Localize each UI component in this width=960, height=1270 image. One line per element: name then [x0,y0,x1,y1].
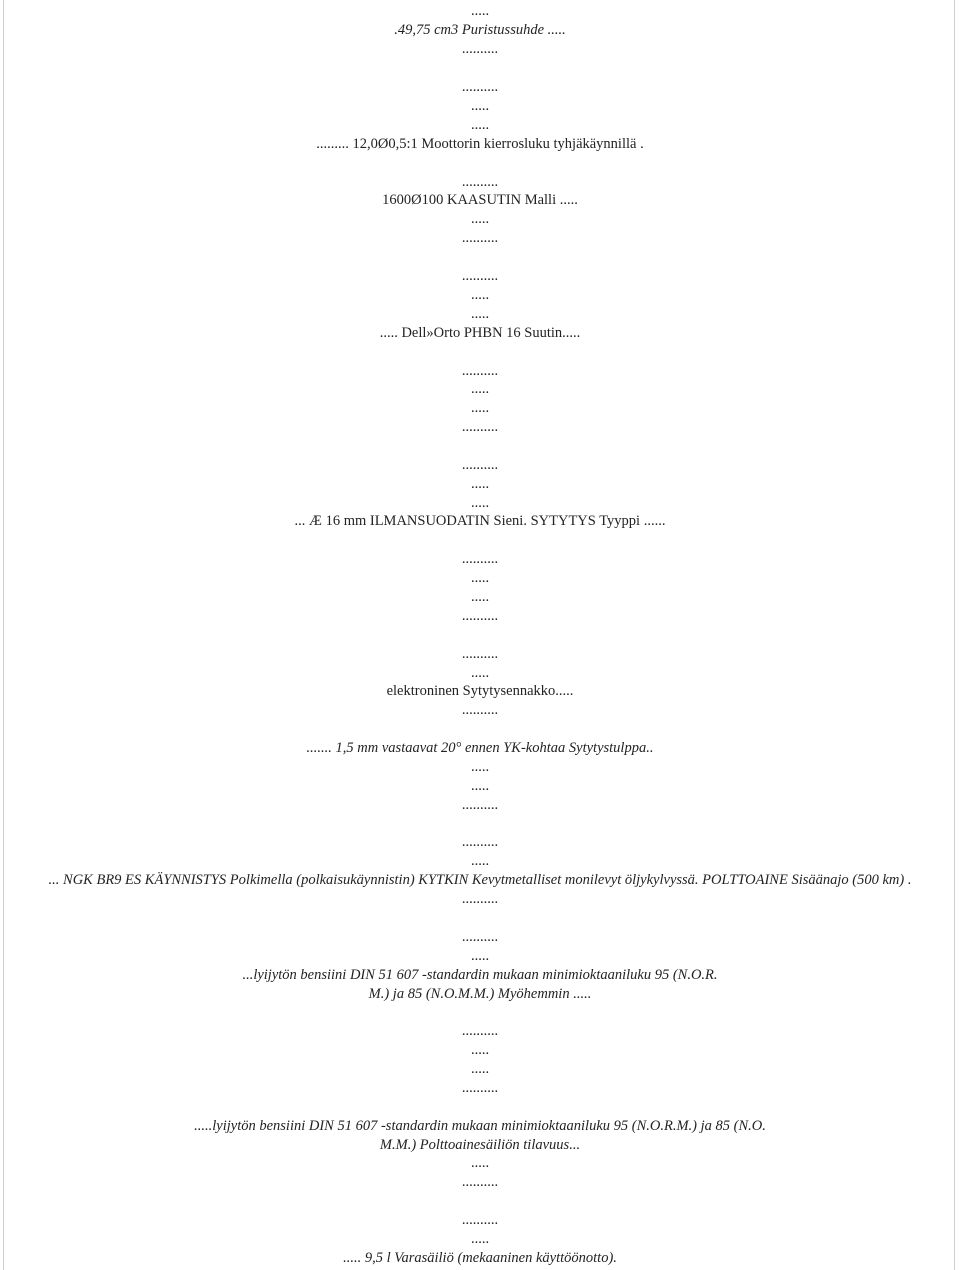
text-line: .......... [461,1023,499,1039]
text-line: ......... 12,0Ø0,5:1 Moottorin kierrosluku tyhjäkäynnillä . [316,136,644,152]
text-line: 1600Ø100 KAASUTIN Malli ..... [382,192,578,208]
text-line: .......... [461,929,499,945]
text-line: ..... [470,306,490,322]
text-line: ..... [470,3,490,19]
text-line: .......... [461,419,499,435]
text-line: .......... [461,702,499,718]
text-line: ..... 9,5 l Varasäiliö (mekaaninen käyttöönotto). [343,1250,617,1266]
text-line: ..... [470,495,490,511]
text-line: ... Æ 16 mm ILMANSUODATIN Sieni. SYTYTYS Tyyppi ...... [294,513,666,529]
text-line: ..... [470,1231,490,1247]
text-line: .......... [461,891,499,907]
text-line: .......... [461,646,499,662]
text-line: .......... [461,230,499,246]
text-line: ... NGK BR9 ES KÄYNNISTYS Polkimella (polkaisukäynnistin) KYTKIN Kevytmetalliset monilevyt öljykylvyssä. POLTTOAINE Sisäänajo (500 km) . [48,872,912,888]
text-line: ..... [470,1061,490,1077]
text-line: ..... [470,400,490,416]
text-line: ..... [470,381,490,397]
text-line: M.M.) Polttoainesäiliön tilavuus... [379,1137,581,1153]
text-line: ..... [470,211,490,227]
text-line: .......... [461,551,499,567]
text-line: ..... [470,476,490,492]
text-line: ..... [470,589,490,605]
text-line: ..... [470,117,490,133]
text-line: ..... [470,287,490,303]
text-line: ..... [470,853,490,869]
page-border-right [954,0,955,1270]
text-line: .....lyijytön bensiini DIN 51 607 -standardin mukaan minimioktaaniluku 95 (N.O.R.M.) ja 85 (N.O. [194,1118,766,1134]
text-line: .......... [461,174,499,190]
text-line: .......... [461,834,499,850]
text-line: .......... [461,363,499,379]
text-line: .......... [461,268,499,284]
text-line: ..... [470,1155,490,1171]
text-line: ..... [470,570,490,586]
text-line: .......... [461,1212,499,1228]
text-line: .......... [461,1080,499,1096]
text-line: ....... 1,5 mm vastaavat 20° ennen YK-kohtaa Sytytystulppa.. [306,740,654,756]
text-line: .......... [461,457,499,473]
text-line: ..... Dell»Orto PHBN 16 Suutin..... [379,325,581,341]
text-line: .......... [461,1174,499,1190]
text-line: .49,75 cm3 Puristussuhde ..... [394,22,566,38]
text-line: .......... [461,608,499,624]
text-line: .......... [461,41,499,57]
text-line: .......... [461,797,499,813]
text-line: elektroninen Sytytysennakko..... [386,683,574,699]
text-line: ..... [470,665,490,681]
text-line: ..... [470,1042,490,1058]
page-border-left [3,0,4,1270]
text-line: M.) ja 85 (N.O.M.M.) Myöhemmin ..... [368,986,592,1002]
text-line: ..... [470,948,490,964]
text-line: ..... [470,98,490,114]
text-line: ...lyijytön bensiini DIN 51 607 -standardin mukaan minimioktaaniluku 95 (N.O.R. [242,967,718,983]
text-line: .......... [461,79,499,95]
text-line: ..... [470,778,490,794]
text-line: ..... [470,759,490,775]
